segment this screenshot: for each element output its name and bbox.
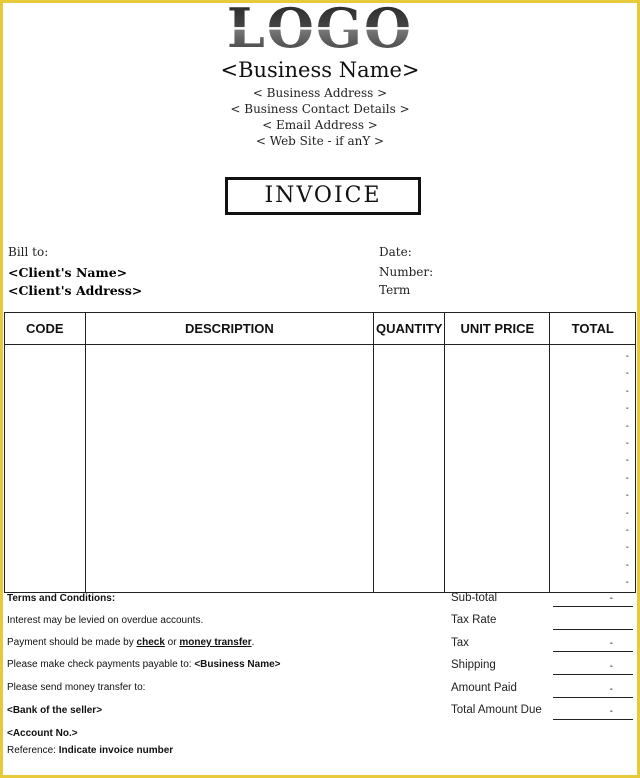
reference-value: Indicate invoice number — [58, 745, 174, 756]
check-payable-prefix: Please make check payments payable to: — [7, 659, 192, 670]
column-header-total: TOTAL — [550, 313, 636, 345]
total-value: - — [625, 385, 629, 397]
total-value: - — [625, 507, 629, 519]
total-value: - — [625, 577, 629, 589]
terms-bank: <Bank of the seller> — [7, 705, 103, 716]
payment-check: check — [136, 637, 165, 648]
table-row — [5, 345, 636, 593]
total-cell — [550, 345, 636, 593]
table-header-row — [5, 313, 636, 345]
total-value: - — [625, 368, 629, 380]
summary-label-total-due: Total Amount Due — [451, 704, 542, 716]
email-address: < Email Address > — [262, 118, 378, 132]
total-value: - — [625, 403, 629, 415]
summary-value-tax-rate[interactable] — [553, 616, 633, 630]
reference-prefix: Reference: — [7, 745, 56, 756]
terms-interest: Interest may be levied on overdue accounts. — [7, 615, 204, 626]
payment-prefix: Payment should be made by — [7, 637, 134, 648]
date-label: Date: — [379, 245, 412, 259]
total-value: - — [625, 542, 629, 554]
web-site: < Web Site - if anY > — [255, 134, 385, 148]
summary-value-subtotal[interactable]: - — [553, 593, 633, 607]
business-name: <Business Name> — [220, 58, 420, 82]
summary-label-shipping: Shipping — [451, 659, 496, 671]
terms-check-payable — [7, 659, 281, 670]
summary-label-amount-paid: Amount Paid — [451, 682, 517, 694]
terms-payment — [7, 637, 254, 648]
payment-or: or — [167, 637, 177, 648]
terms-heading: Terms and Conditions: — [7, 593, 116, 604]
summary-value-tax[interactable]: - — [553, 638, 633, 652]
total-value: - — [625, 490, 629, 502]
payment-suffix: . — [251, 637, 255, 648]
column-header-quantity: QUANTITY — [374, 313, 445, 345]
business-address: < Business Address > — [252, 86, 388, 100]
total-value: - — [625, 525, 629, 537]
logo: LOGO — [0, 0, 640, 60]
summary-value-amount-paid[interactable]: - — [553, 684, 633, 698]
business-contact-details: < Business Contact Details > — [230, 102, 410, 116]
total-value: - — [625, 559, 629, 571]
quantity-cell[interactable] — [374, 345, 445, 593]
description-cell[interactable] — [85, 345, 374, 593]
terms-account: <Account No.> — [7, 728, 78, 739]
summary-value-total-due[interactable]: - — [553, 706, 633, 720]
total-value: - — [625, 438, 629, 450]
total-values — [550, 345, 635, 592]
check-payable-name: <Business Name> — [194, 659, 281, 670]
summary-label-tax: Tax — [451, 637, 469, 649]
payment-transfer: money transfer — [179, 637, 252, 648]
terms-reference — [7, 745, 173, 756]
column-header-code: CODE — [5, 313, 86, 345]
total-value: - — [625, 351, 629, 362]
term-label: Term — [379, 283, 411, 297]
total-value: - — [625, 420, 629, 432]
invoice-title: INVOICE — [225, 177, 421, 215]
summary-value-shipping[interactable]: - — [553, 661, 633, 675]
summary-label-subtotal: Sub-total — [451, 592, 498, 604]
unit-price-cell[interactable] — [445, 345, 550, 593]
column-header-description: DESCRIPTION — [85, 313, 374, 345]
client-address: <Client's Address> — [8, 283, 143, 298]
total-value: - — [625, 472, 629, 484]
column-header-unit-price: UNIT PRICE — [445, 313, 550, 345]
client-name: <Client's Name> — [8, 265, 128, 280]
total-value: - — [625, 455, 629, 467]
summary-label-tax-rate: Tax Rate — [451, 614, 497, 626]
terms-send-transfer: Please send money transfer to: — [7, 682, 146, 693]
items-table — [4, 312, 636, 593]
code-cell[interactable] — [5, 345, 86, 593]
number-label: Number: — [379, 265, 434, 279]
bill-to-label: Bill to: — [8, 245, 49, 259]
